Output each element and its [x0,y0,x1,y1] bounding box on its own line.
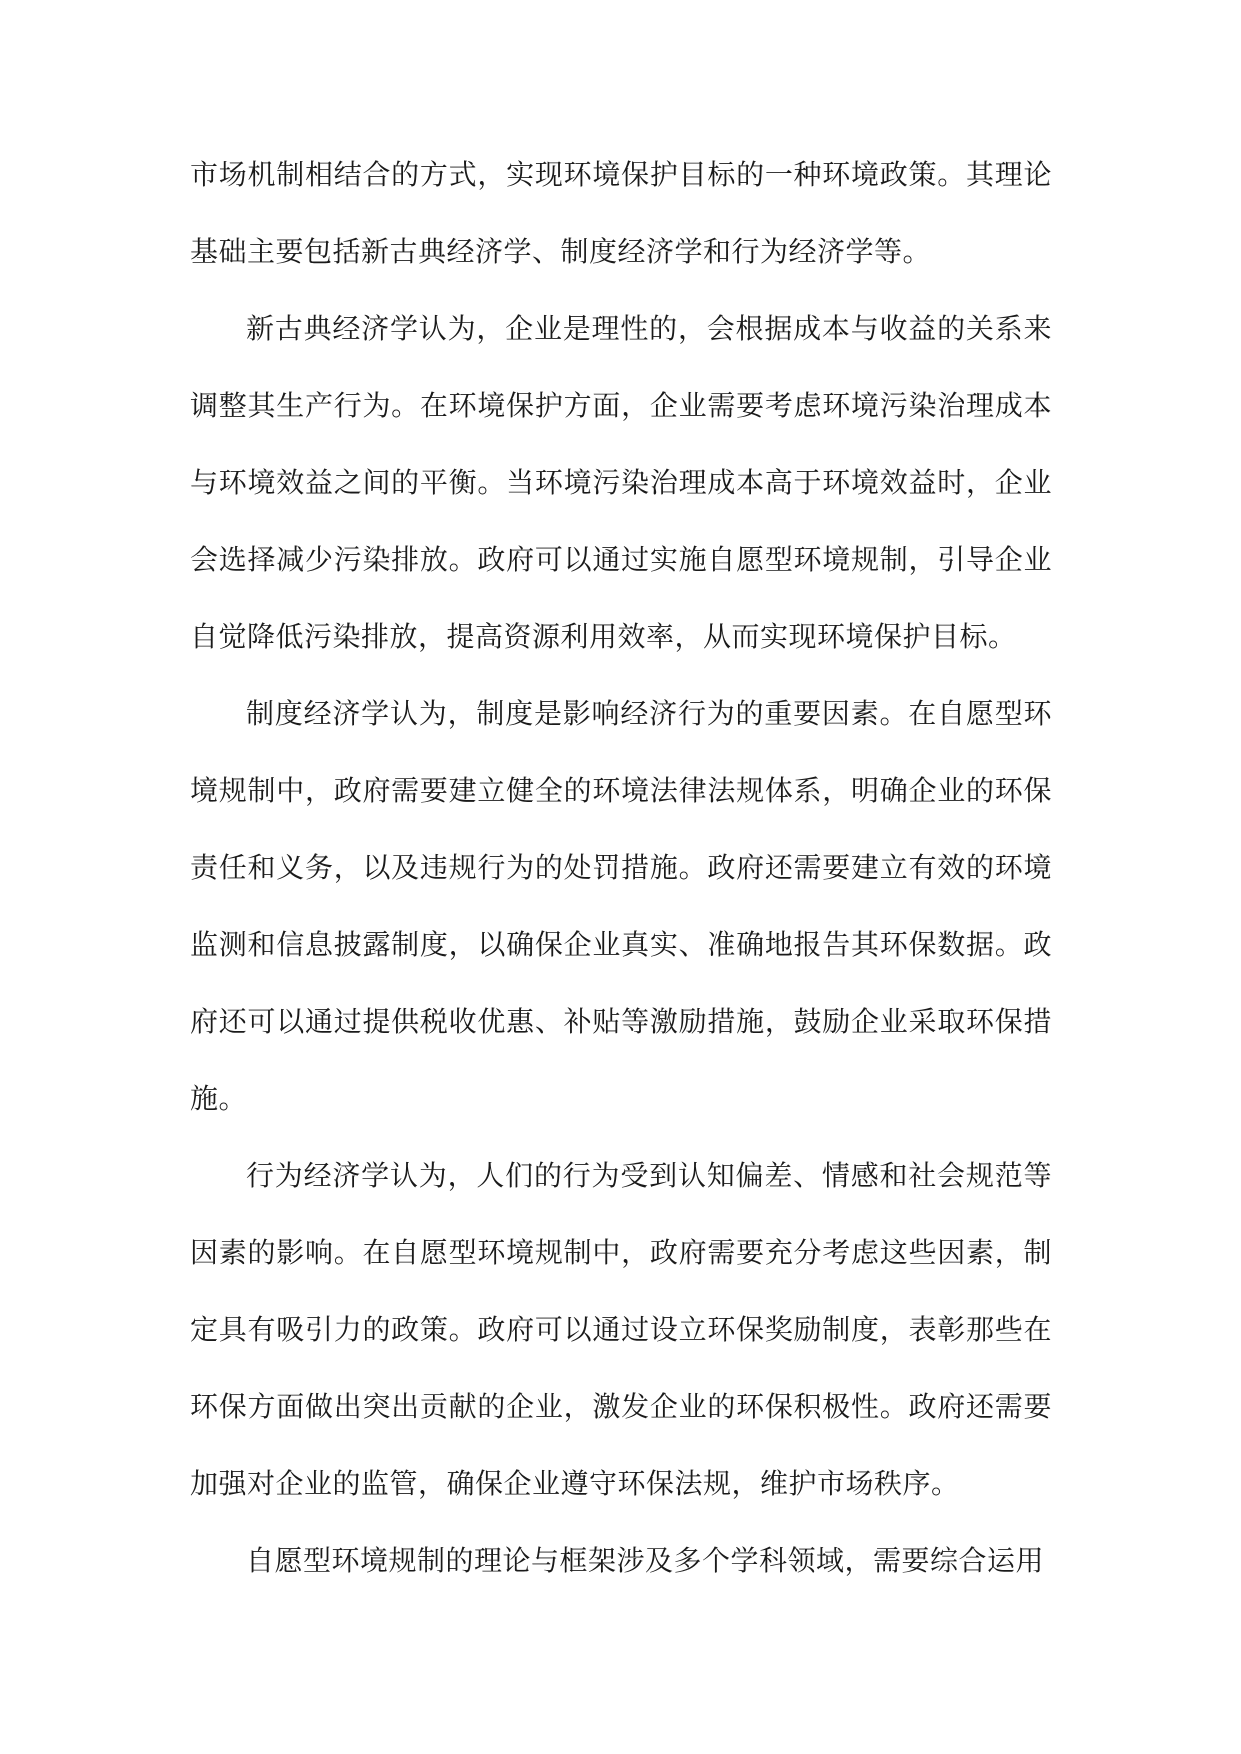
paragraph-3: 制度经济学认为，制度是影响经济行为的重要因素。在自愿型环境规制中，政府需要建立健全的环境法律法规体系，明确企业的环保责任和义务，以及违规行为的处罚措施。政府还需要建立有效的环境监测和信息披露制度，以确保企业真实、准确地报告其环保数据。政府还可以通过提供税收优惠、补贴等激励措施，鼓励企业采取环保措施。 [190,697,1052,1115]
paragraph-4: 行为经济学认为，人们的行为受到认知偏差、情感和社会规范等因素的影响。在自愿型环境规制中，政府需要充分考虑这些因素，制定具有吸引力的政策。政府可以通过设立环保奖励制度，表彰那些在环保方面做出突出贡献的企业，激发企业的环保积极性。政府还需要加强对企业的监管，确保企业遵守环保法规，维护市场秩序。 [190,1159,1052,1500]
body-text [190,136,1052,1599]
paragraph-1: 市场机制相结合的方式，实现环境保护目标的一种环境政策。其理论基础主要包括新古典经济学、制度经济学和行为经济学等。 [190,158,1052,268]
paragraph-2: 新古典经济学认为，企业是理性的，会根据成本与收益的关系来调整其生产行为。在环境保护方面，企业需要考虑环境污染治理成本与环境效益之间的平衡。当环境污染治理成本高于环境效益时，企业会选择减少污染排放。政府可以通过实施自愿型环境规制，引导企业自觉降低污染排放，提高资源利用效率，从而实现环境保护目标。 [190,312,1052,653]
paragraph-5: 自愿型环境规制的理论与框架涉及多个学科领域，需要综合运用 [246,1544,1045,1577]
